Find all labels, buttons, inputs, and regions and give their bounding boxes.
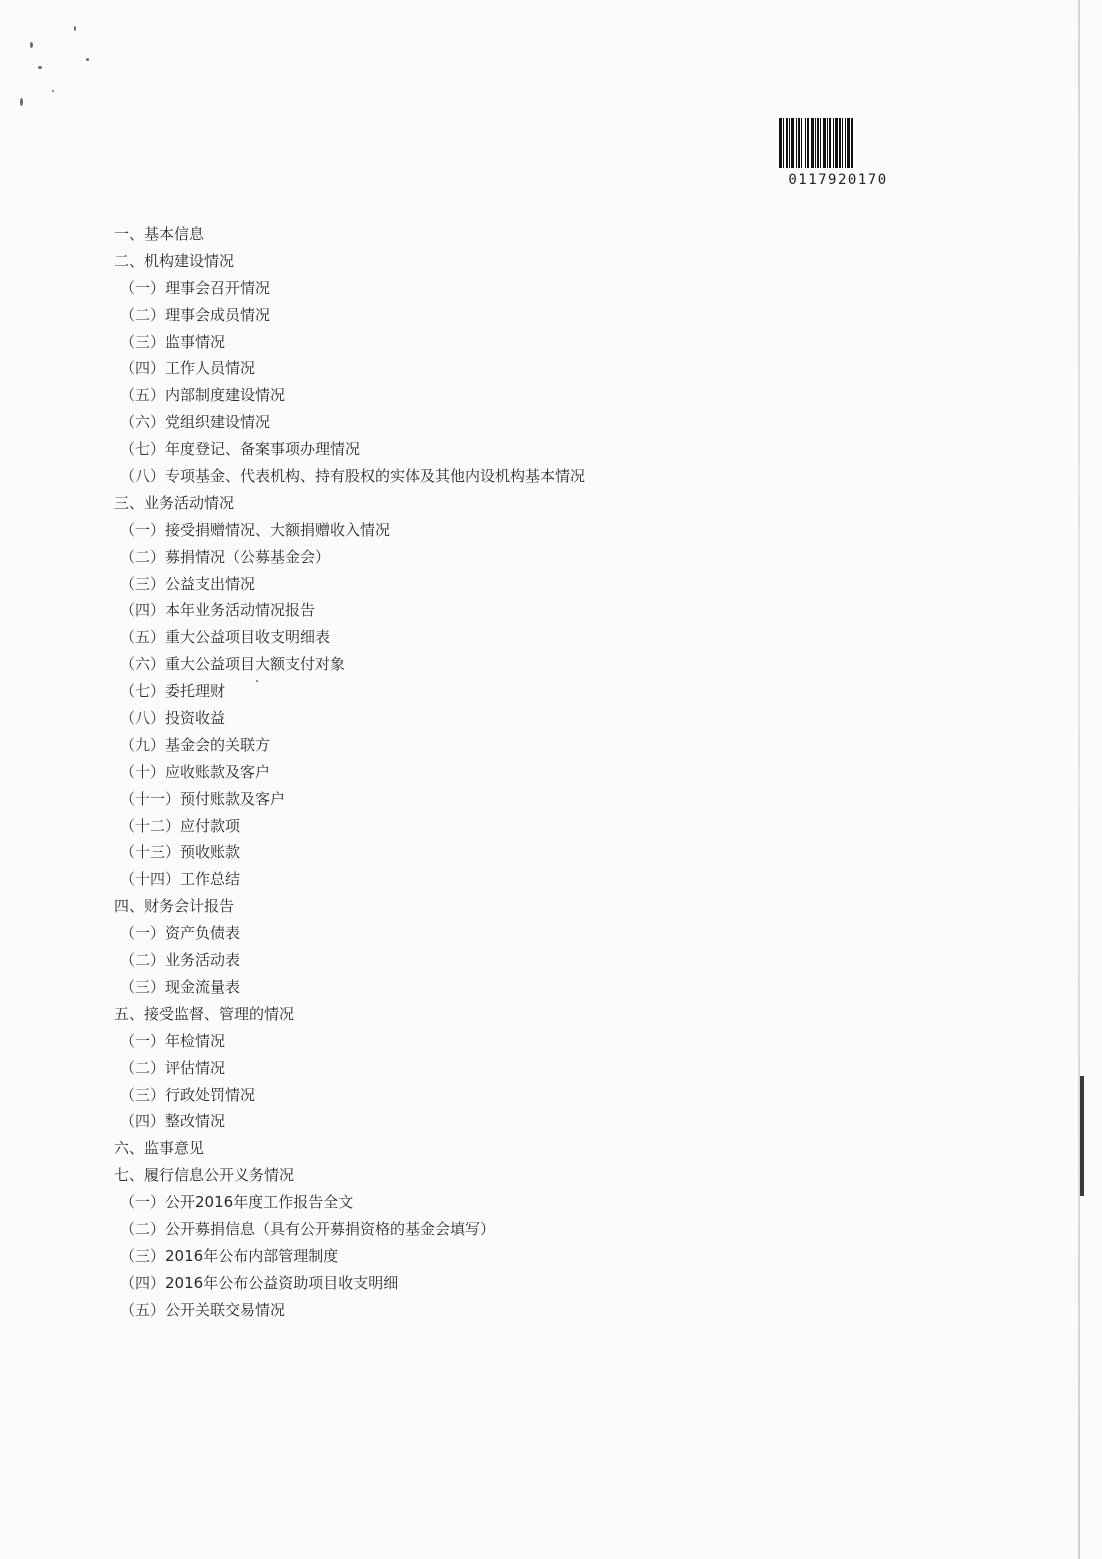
toc-subsection: [112, 302, 585, 329]
toc-subsection: [112, 651, 585, 678]
toc-subsection: [112, 786, 585, 813]
toc-item-number: （二）: [120, 305, 166, 324]
toc-item-number: （七）: [120, 682, 166, 701]
toc-item-number: （一）: [120, 1031, 166, 1050]
toc-item-title: 募捐情况（公募基金会）: [165, 547, 331, 566]
toc-item-title: 2016年公布内部管理制度: [165, 1246, 339, 1265]
toc-item-number: （十三）: [120, 843, 181, 862]
toc-item-number: （四）: [120, 1273, 166, 1292]
toc-section: [112, 221, 585, 248]
toc-section: [112, 1001, 585, 1028]
toc-item-title: 七、履行信息公开义务情况: [114, 1166, 295, 1185]
toc-item-number: （一）: [120, 1193, 166, 1212]
scan-speck: [30, 42, 33, 48]
toc-item-title: 评估情况: [165, 1058, 226, 1077]
toc-item-title: 理事会成员情况: [165, 305, 271, 324]
toc-item-number: （四）: [120, 1112, 166, 1131]
toc-subsection: [112, 678, 585, 705]
toc-item-number: （三）: [120, 1085, 166, 1104]
toc-item-title: 委托理财: [165, 682, 226, 701]
toc-subsection: [112, 759, 585, 786]
toc-item-number: （五）: [120, 386, 166, 405]
toc-subsection: [112, 463, 585, 490]
toc-item-title: 本年业务活动情况报告: [165, 601, 316, 620]
barcode-number: 0117920170: [788, 172, 888, 188]
barcode-bars: [779, 118, 915, 168]
toc-subsection: [112, 947, 585, 974]
toc-item-title: 公益支出情况: [165, 574, 256, 593]
toc-subsection: [112, 382, 585, 409]
toc-subsection: [112, 544, 585, 571]
toc-subsection: [112, 839, 585, 866]
scan-speck: [74, 26, 76, 31]
toc-item-title: 重大公益项目收支明细表: [165, 628, 331, 647]
toc-item-title: 投资收益: [165, 709, 226, 728]
toc-item-number: （四）: [120, 359, 166, 378]
toc-subsection: [112, 1189, 585, 1216]
toc-item-number: （三）: [120, 977, 166, 996]
toc-subsection: [112, 732, 585, 759]
toc-item-title: 公开募捐信息（具有公开募捐资格的基金会填写）: [165, 1219, 496, 1238]
toc-item-number: （三）: [120, 332, 166, 351]
toc-item-title: 六、监事意见: [114, 1139, 205, 1158]
toc-item-title: 应收账款及客户: [165, 762, 271, 781]
toc-item-title: 接受捐赠情况、大额捐赠收入情况: [165, 520, 391, 539]
toc-item-number: （一）: [120, 924, 166, 943]
toc-item-title: 预付账款及客户: [180, 789, 286, 808]
toc-item-number: （九）: [120, 735, 166, 754]
toc-item-title: 现金流量表: [165, 977, 241, 996]
toc-subsection: [112, 624, 585, 651]
toc-item-number: （十四）: [120, 870, 181, 889]
toc-subsection: [112, 517, 585, 544]
toc-item-title: 理事会召开情况: [165, 278, 271, 297]
toc-item-number: （十）: [120, 762, 166, 781]
toc-item-number: （二）: [120, 1058, 166, 1077]
toc-subsection: [112, 1243, 585, 1270]
toc-subsection: [112, 597, 585, 624]
scan-edge: [1078, 0, 1080, 1559]
toc-section: [112, 490, 585, 517]
toc-item-number: （八）: [120, 467, 166, 486]
toc-subsection: [112, 974, 585, 1001]
barcode: [779, 118, 915, 188]
toc-item-title: 公开2016年度工作报告全文: [165, 1193, 354, 1212]
toc-item-title: 内部制度建设情况: [165, 386, 286, 405]
toc-item-number: （四）: [120, 601, 166, 620]
toc-item-title: 党组织建设情况: [165, 413, 271, 432]
scan-speck: [86, 58, 89, 61]
toc-subsection: [112, 813, 585, 840]
toc-item-title: 基金会的关联方: [165, 735, 271, 754]
toc-item-number: （五）: [120, 1300, 166, 1319]
toc-subsection: [112, 1216, 585, 1243]
toc-item-number: （二）: [120, 1219, 166, 1238]
toc-section: [112, 893, 585, 920]
toc-item-number: （三）: [120, 574, 166, 593]
toc-subsection: [112, 355, 585, 382]
toc-subsection: [112, 1028, 585, 1055]
toc-item-title: 工作人员情况: [165, 359, 256, 378]
toc-subsection: [112, 1297, 585, 1324]
toc-subsection: [112, 409, 585, 436]
toc-item-number: （二）: [120, 547, 166, 566]
toc-item-title: 预收账款: [180, 843, 241, 862]
toc-subsection: [112, 1270, 585, 1297]
toc-item-title: 二、机构建设情况: [114, 251, 235, 270]
toc-item-number: （一）: [120, 520, 166, 539]
toc-subsection: [112, 1108, 585, 1135]
toc-item-title: 2016年公布公益资助项目收支明细: [165, 1273, 399, 1292]
scan-mark: [1080, 1076, 1084, 1196]
toc-section: [112, 1162, 585, 1189]
toc-item-title: 专项基金、代表机构、持有股权的实体及其他内设机构基本情况: [165, 467, 586, 486]
toc-item-title: 五、接受监督、管理的情况: [114, 1004, 295, 1023]
toc-subsection: [112, 1082, 585, 1109]
toc-item-title: 行政处罚情况: [165, 1085, 256, 1104]
toc-item-title: 公开关联交易情况: [165, 1300, 286, 1319]
toc-item-title: 业务活动表: [165, 951, 241, 970]
toc-item-number: （二）: [120, 951, 166, 970]
toc-subsection: [112, 275, 585, 302]
toc-item-title: 工作总结: [180, 870, 241, 889]
toc-item-number: （六）: [120, 655, 166, 674]
toc-subsection: [112, 571, 585, 598]
toc-item-title: 一、基本信息: [114, 225, 205, 243]
toc-subsection: [112, 705, 585, 732]
toc-section: [112, 248, 585, 275]
toc-item-title: 整改情况: [165, 1112, 226, 1131]
toc-item-number: （八）: [120, 709, 166, 728]
scan-speck: [20, 98, 23, 106]
table-of-contents: [112, 221, 585, 1324]
toc-subsection: [112, 866, 585, 893]
toc-item-title: 四、财务会计报告: [114, 897, 235, 916]
toc-item-title: 监事情况: [165, 332, 226, 351]
toc-item-title: 重大公益项目大额支付对象: [165, 655, 346, 674]
toc-item-number: （一）: [120, 278, 166, 297]
toc-section: [112, 1135, 585, 1162]
toc-subsection: [112, 920, 585, 947]
toc-item-title: 三、业务活动情况: [114, 493, 235, 512]
toc-item-number: （六）: [120, 413, 166, 432]
toc-subsection: [112, 1055, 585, 1082]
toc-item-number: （十一）: [120, 789, 181, 808]
scan-speck: [52, 90, 54, 92]
toc-subsection: [112, 436, 585, 463]
toc-item-title: 应付款项: [180, 816, 241, 835]
toc-item-number: （五）: [120, 628, 166, 647]
toc-item-number: （七）: [120, 440, 166, 459]
toc-subsection: [112, 329, 585, 356]
toc-item-number: （三）: [120, 1246, 166, 1265]
toc-item-title: 资产负债表: [165, 924, 241, 943]
toc-item-title: 年检情况: [165, 1031, 226, 1050]
toc-item-title: 年度登记、备案事项办理情况: [165, 440, 361, 459]
toc-item-number: （十二）: [120, 816, 181, 835]
scan-speck: [38, 66, 42, 69]
